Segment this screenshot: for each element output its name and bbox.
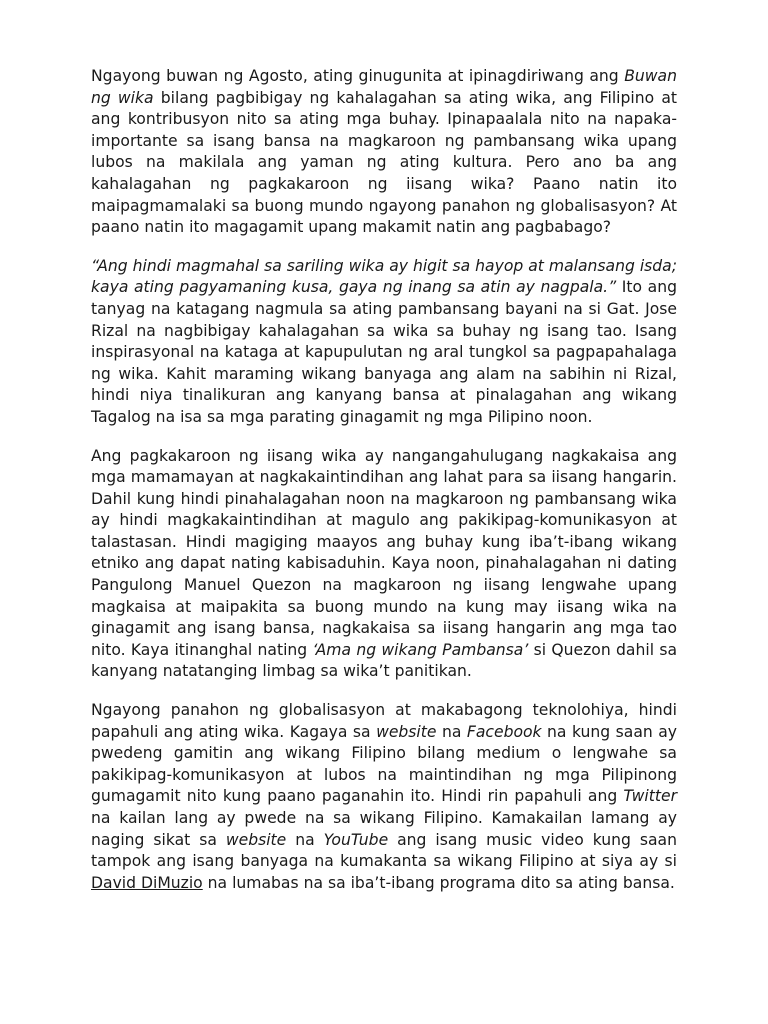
text-run-italic: YouTube bbox=[323, 830, 389, 849]
text-run: na kung saan ay pwedeng gamitin ang wikang Filipino bilang medium o lengwahe sa pakikipag-komunikasyon at lubos na maintindihan ng mga Pilipinong gumagamit nito kung paano paganahin ito. Hindi rin papahuli ang bbox=[91, 722, 678, 806]
text-run: Ang pagkakaroon ng iisang wika ay nangangahulugang nagkakaisa ang mga mamamayan at nagkakaintindihan ang lahat para sa iisang hangarin. Dahil kung hindi pinahalagahan noon na magkaroon ng pambansang wika ay hindi magkakaintindihan at magulo ang pakikipag-komunikasyon at talastasan. Hindi magiging maayos ang buhay kung iba’t-ibang wikang etniko ang dapat nating kabisaduhin. Kaya noon, pinahalagahan ni dating Pangulong Manuel Quezon na magkaroon ng iisang lengwahe upang magkaisa at maipakita sa buong mundo na kung may iisang wika na ginagamit ang isang bansa, nagkakaisa sa iisang hangarin ang mga tao nito. Kaya itinanghal nating bbox=[91, 446, 677, 659]
paragraph-2 bbox=[91, 256, 677, 429]
text-run-italic: ‘Ama ng wikang Pambansa’ bbox=[312, 640, 529, 659]
text-run: Ito ang tanyag na katagang nagmula sa ating pambansang bayani na si Gat. Jose Rizal na nagbibigay kahalagahan sa wika sa buhay ng isang tao. Isang inspirasyonal na kataga at kapupulutan ng aral tungkol sa pagpapahalaga ng wika. Kahit maraming wikang banyaga ang alam na sabihin ni Rizal, hindi niya tinalikuran ang kanyang bansa at pinalagahan ang wikang Tagalog na isa sa mga parating ginagamit ng mga Pilipino noon. bbox=[91, 278, 677, 426]
text-run: Ngayong panahon ng globalisasyon at makabagong teknolohiya, hindi papahuli ang ating wika. Kagaya sa bbox=[91, 701, 677, 741]
text-run-italic: website bbox=[376, 722, 437, 741]
text-run: si Quezon dahil sa kanyang natatanging limbag sa wika’t panitikan. bbox=[91, 640, 678, 681]
paragraph-4 bbox=[91, 700, 677, 894]
text-run: Ngayong buwan ng Agosto, ating ginugunita at ipinagdiriwang ang bbox=[91, 67, 625, 85]
text-run: ang isang music video kung saan tampok ang isang banyaga na kumakanta sa wikang Filipino at siya ay si bbox=[91, 830, 677, 871]
text-run: na kailan lang ay pwede na sa wikang Filipino. Kamakailan lamang ay naging sikat sa bbox=[91, 809, 677, 849]
text-run: bilang pagbibigay ng kahalagahan sa ating wika, ang Filipino at ang kontribusyon nito sa ating mga buhay. Ipinapaalala nito na napaka-importante sa isang bansa na magkaroon ng pambansang wika upang lubos na makilala ang yaman ng ating kultura. Pero ano ba ang kahalagahan ng pagkakaroon ng iisang wika? Paano natin ito maipagmamalaki sa buong mundo ngayong panahon ng globalisasyon? At paano natin ito magagamit upang makamit natin ang pagbabago? bbox=[91, 88, 677, 237]
text-run: na bbox=[286, 830, 324, 849]
david-dimuzio-link[interactable]: David DiMuzio bbox=[91, 873, 203, 892]
paragraph-3 bbox=[91, 446, 677, 684]
text-run-italic: Twitter bbox=[623, 787, 677, 806]
text-run-italic: Facebook bbox=[466, 722, 542, 741]
text-run-italic: website bbox=[225, 830, 287, 849]
text-run-italic: Buwan ng wika bbox=[91, 67, 677, 107]
text-run: na lumabas na sa iba’t-ibang programa dito sa ating bansa. bbox=[202, 873, 675, 892]
text-run: na bbox=[436, 722, 467, 741]
document-page bbox=[91, 66, 677, 894]
paragraph-1 bbox=[91, 66, 677, 239]
rizal-quote: “Ang hindi magmahal sa sariling wika ay higit sa hayop at malansang isda; kaya ating pagyamaning kusa, gaya ng inang sa atin ay nagpala.” bbox=[91, 256, 677, 297]
